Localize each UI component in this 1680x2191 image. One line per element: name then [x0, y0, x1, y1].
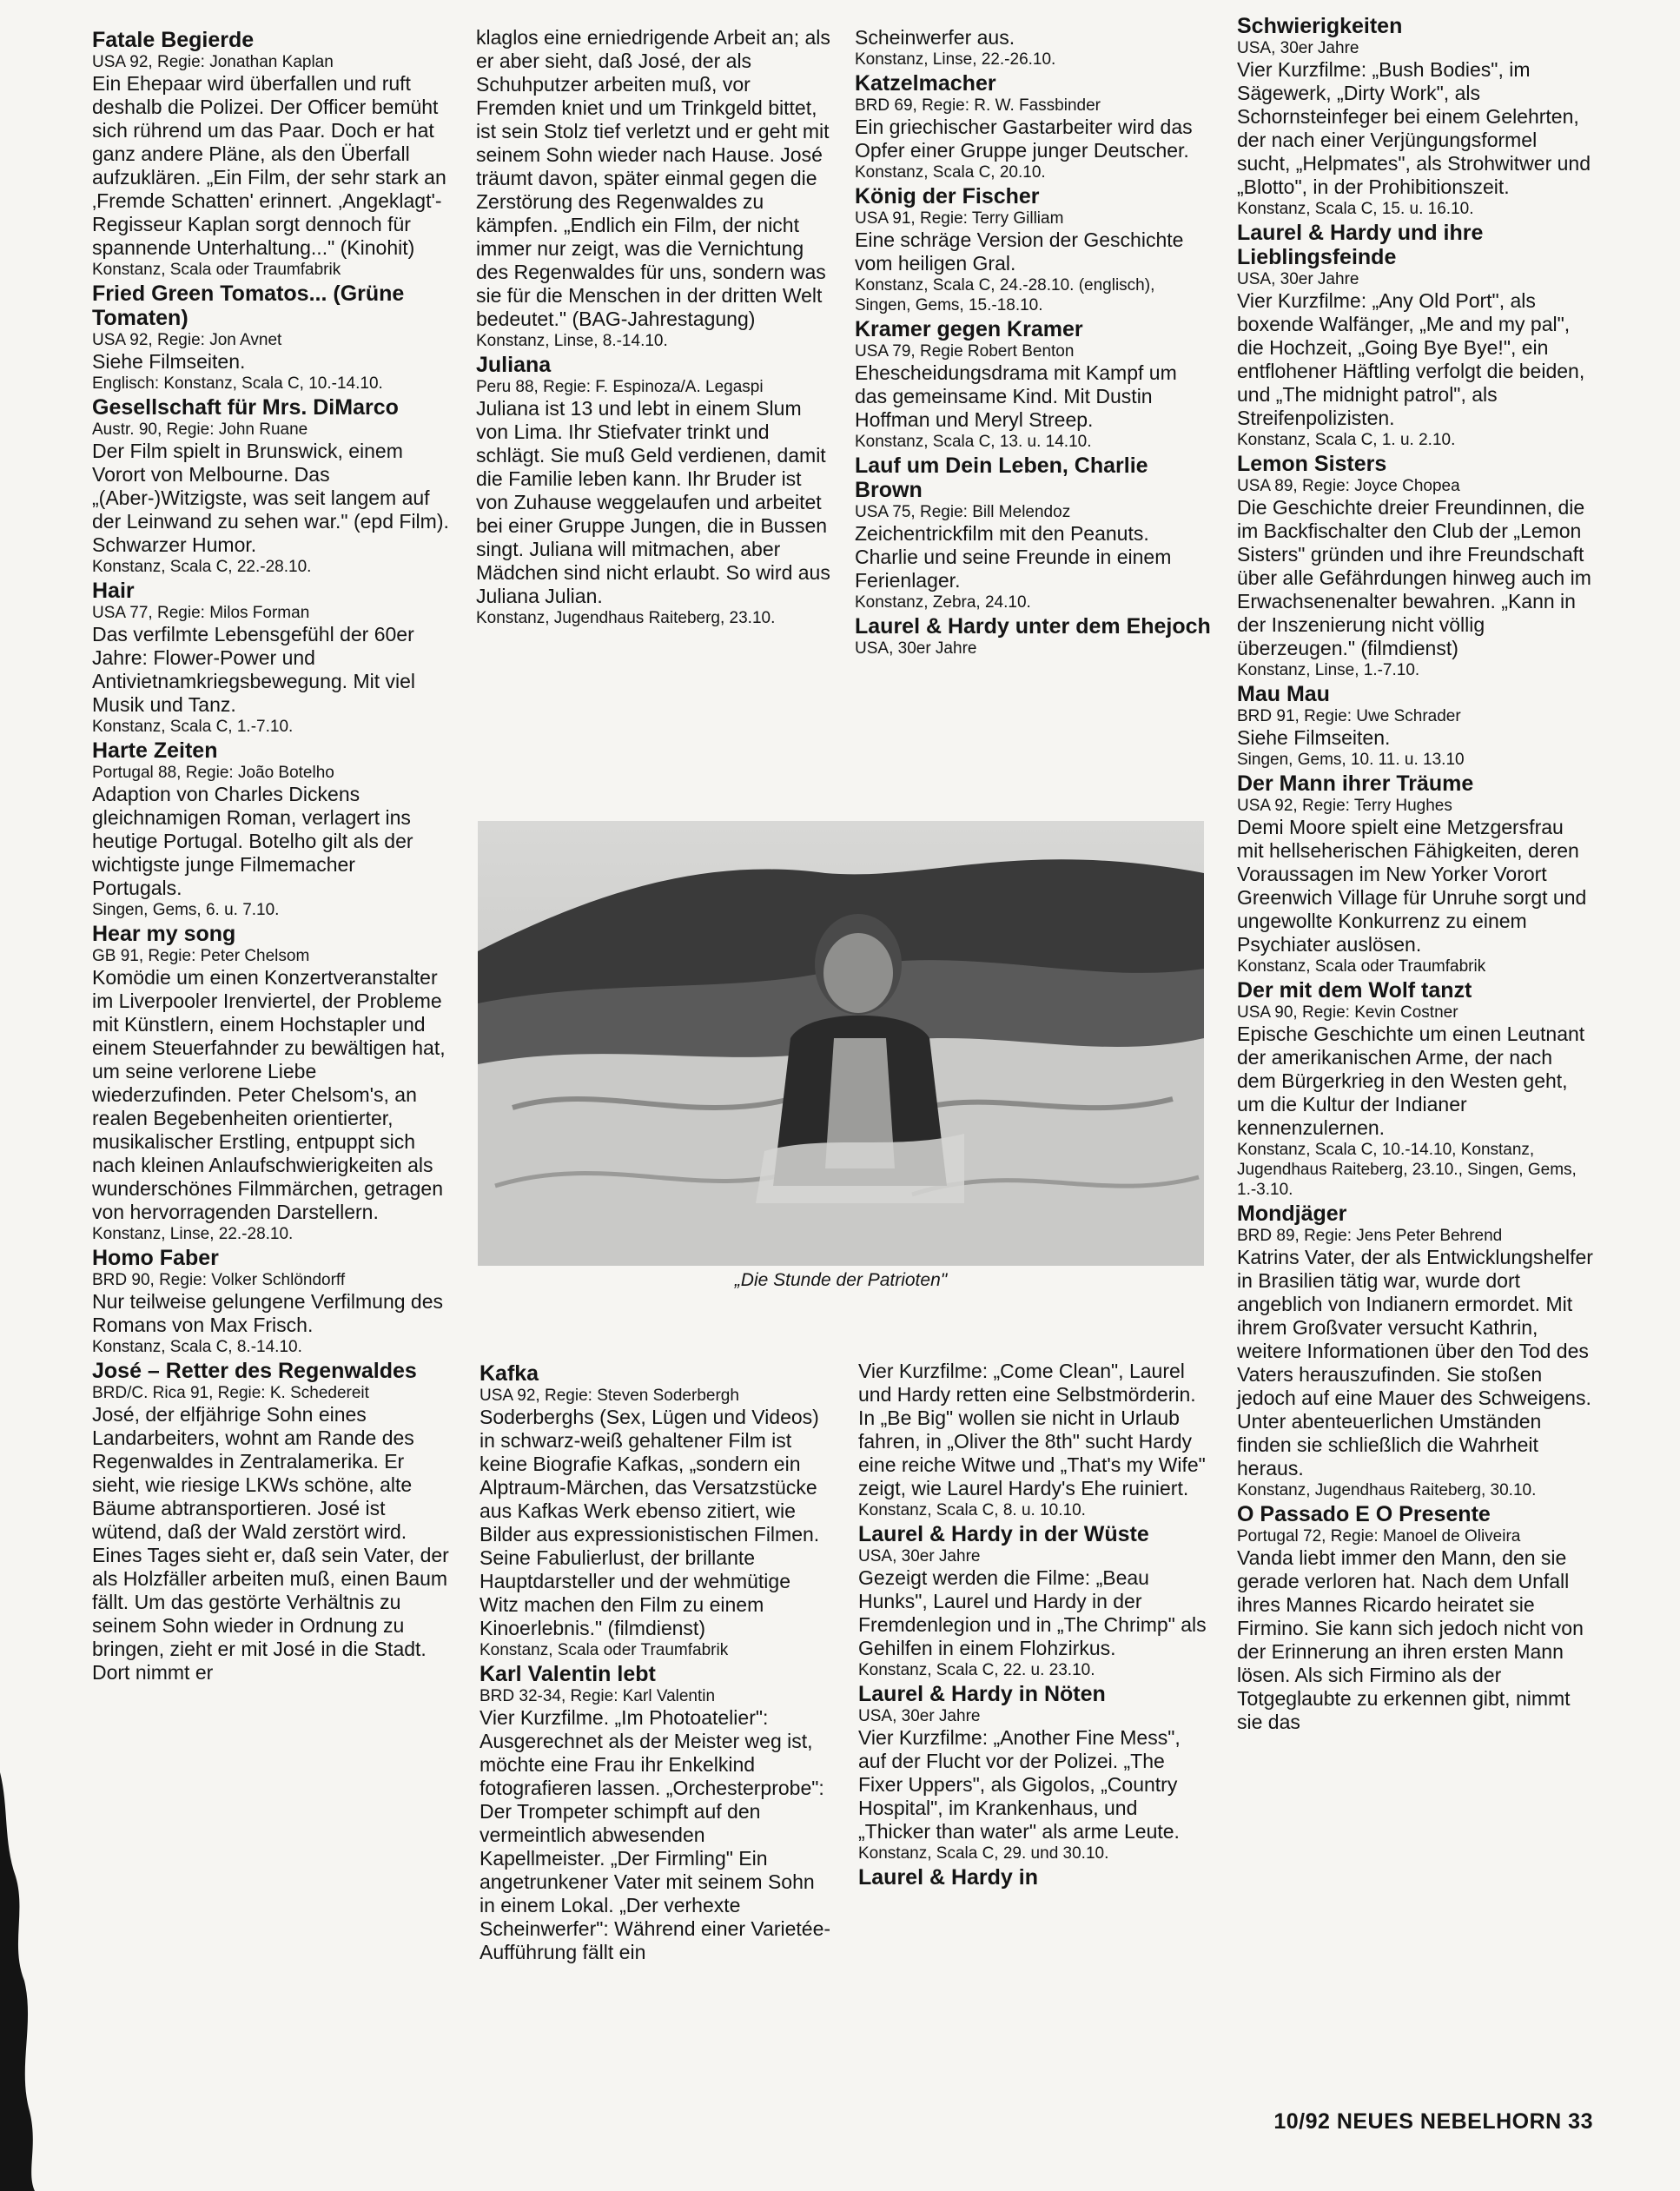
- film-title: Juliana: [476, 353, 552, 377]
- film-meta: USA 92, Regie: Steven Soderbergh: [480, 1387, 739, 1405]
- film-meta: BRD 91, Regie: Uwe Schrader: [1237, 707, 1461, 725]
- film-entry: [92, 922, 450, 1244]
- film-description: Vier Kurzfilme. „Im Photoatelier": Ausgerechnet als der Meister weg ist, möchte eine Frau ihr Enkelkind fotografieren lassen. „Orchesterprobe": Der Trompeter schimpft auf den vermeintlich abwesenden Kapellmeister. „Der Firmling" Ein angetrunkener Vater mit seinem Sohn in einem Lokal. „Der verhexte Scheinwerfer": Während einer Varietée-Aufführung fällt ein: [480, 1706, 831, 1963]
- film-description: Vier Kurzfilme: „Another Fine Mess", auf der Flucht vor der Polizei. „The Fixer Uppers", als Gigolos, „Country Hospital", im Krankenhaus, und „Thicker than water" als arme Leute.: [858, 1726, 1181, 1843]
- film-entry: [92, 1359, 450, 1685]
- film-meta: USA, 30er Jahre: [1237, 270, 1359, 288]
- film-title: José – Retter des Regenwaldes: [92, 1359, 417, 1383]
- film-meta: USA 91, Regie: Terry Gilliam: [855, 209, 1064, 228]
- film-meta: Portugal 88, Regie: João Botelho: [92, 764, 334, 782]
- column-4: [1237, 12, 1593, 1734]
- film-entry: [855, 317, 1211, 452]
- film-meta: USA, 30er Jahre: [858, 1547, 981, 1565]
- film-meta: BRD 90, Regie: Volker Schlöndorff: [92, 1271, 346, 1289]
- film-title: Homo Faber: [92, 1246, 219, 1270]
- film-entry: [1237, 682, 1593, 770]
- film-description: Der Film spielt in Brunswick, einem Vorort von Melbourne. Das „(Aber-)Witzigste, was seit langem auf der Leinwand zu sehen war." (epd Film). Schwarzer Humor.: [92, 440, 449, 556]
- film-title: Hear my song: [92, 922, 236, 946]
- film-description: Zeichentrickfilm mit den Peanuts. Charlie und seine Freunde in einem Ferienlager.: [855, 522, 1172, 592]
- film-title: Der mit dem Wolf tanzt: [1237, 978, 1472, 1003]
- film-title: Harte Zeiten: [92, 738, 218, 763]
- film-venue: Singen, Gems, 10. 11. u. 13.10: [1237, 751, 1465, 769]
- film-title: Fried Green Tomatos... (Grüne Tomaten): [92, 281, 405, 330]
- film-entry: [92, 395, 450, 577]
- film-title: Schwierigkeiten: [1237, 14, 1403, 38]
- film-venue: Konstanz, Scala oder Traumfabrik: [480, 1641, 729, 1659]
- film-entry: [1237, 978, 1593, 1200]
- film-description: Das verfilmte Lebensgefühl der 60er Jahre: Flower-Power und Antivietnamkriegsbewegung. Mit viel Musik und Tanz.: [92, 623, 416, 716]
- film-description: Eine schräge Version der Geschichte vom heiligen Gral.: [855, 228, 1184, 275]
- film-title: Lauf um Dein Leben, Charlie Brown: [855, 453, 1148, 502]
- film-venue: Konstanz, Scala C, 13. u. 14.10.: [855, 433, 1092, 451]
- film-title: König der Fischer: [855, 184, 1040, 209]
- photo-caption: „Die Stunde der Patrioten": [734, 1270, 948, 1290]
- film-venue: Konstanz, Linse, 1.-7.10.: [1237, 661, 1420, 679]
- film-title: Laurel & Hardy unter dem Ehejoch: [855, 614, 1211, 639]
- film-title: Gesellschaft für Mrs. DiMarco: [92, 395, 399, 420]
- film-description: José, der elfjährige Sohn eines Landarbeiters, wohnt am Rande des Regenwaldes in Zentralamerika. Er sieht, wie riesige LKWs schöne, alte Bäume abtransportieren. José ist wütend, daß der Wald zerstört wird. Eines Tages sieht er, daß sein Vater, der als Holzfäller arbeiten muß, einen Baum fällt. Um das gestörte Verhältnis zu seinem Sohn wieder in Ordnung zu bringen, zieht er mit José in die Stadt. Dort nimmt er: [92, 1403, 449, 1684]
- film-description: Katrins Vater, der als Entwicklungshelfer in Brasilien tätig war, wurde dort angeblich von Indianern ermordet. Mit ihrem Großvater versucht Kathrin, weitere Informationen über den Tod des Vaters herauszufinden. Sie stoßen jedoch auf eine Mauer des Schweigens. Unter abenteuerlichen Umständen finden sie schließlich die Wahrheit heraus.: [1237, 1246, 1593, 1479]
- film-entry: [1237, 452, 1593, 680]
- film-meta: USA 77, Regie: Milos Forman: [92, 604, 310, 622]
- film-description: Ein griechischer Gastarbeiter wird das Opfer einer Gruppe junger Deutscher.: [855, 116, 1193, 162]
- film-venue: Konstanz, Linse, 22.-28.10.: [92, 1225, 294, 1243]
- film-venue: Konstanz, Scala oder Traumfabrik: [1237, 957, 1486, 976]
- film-venue: Konstanz, Linse, 22.-26.10.: [855, 50, 1056, 69]
- film-description: Vanda liebt immer den Mann, den sie gerade verloren hat. Nach dem Unfall ihres Mannes Ricardo heiratet sie Firmino. Sie kann sich jedoch nicht von der Erinnerung an ihren ersten Mann lösen. Als sich Firmino als der Totgeglaubte zu erkennen gibt, nimmt sie das: [1237, 1546, 1584, 1733]
- torn-page-edge: [0, 1772, 52, 2191]
- film-meta: BRD/C. Rica 91, Regie: K. Schedereit: [92, 1384, 369, 1402]
- film-entry: [480, 1662, 832, 1964]
- film-description: Vier Kurzfilme: „Bush Bodies", im Sägewerk, „Dirty Work", als Schornsteinfeger bei einem Gelehrten, der nach einer Verjüngungsformel sucht, „Helpmates", als Strohwitwer und „Blotto", in der Prohibitionszeit.: [1237, 58, 1591, 198]
- film-title: Lemon Sisters: [1237, 452, 1387, 476]
- film-venue: Konstanz, Scala C, 1.-7.10.: [92, 718, 294, 736]
- page-footer: 10/92 NEUES NEBELHORN 33: [1273, 2109, 1593, 2134]
- film-venue: Konstanz, Scala C, 10.-14.10, Konstanz, Jugendhaus Raiteberg, 23.10., Singen, Gems, 1.-3.10.: [1237, 1141, 1577, 1199]
- film-entry: [92, 28, 450, 280]
- film-description: Vier Kurzfilme: „Any Old Port", als boxende Walfänger, „Me and my pal", die Hochzeit, „Going Bye Bye!", ein entflohener Häftling verfolgt die beiden, und „The midnight patrol", als Streifenpolizisten.: [1237, 289, 1585, 429]
- film-description: Adaption von Charles Dickens gleichnamigen Roman, verlagert ins heutige Portugal. Botelho gilt als der wichtigste junge Filmemacher Portugals.: [92, 783, 413, 899]
- film-description: klaglos eine erniedrigende Arbeit an; als er aber sieht, daß José, der als Schuhputzer arbeiten muß, vor Fremden kniet und um Trinkgeld bittet, ist sein Stolz tief verletzt und er geht mit seinem Sohn wieder nach Hause. José träumt davon, später einmal gegen die Zerstörung des Regenwaldes zu kämpfen. „Endlich ein Film, der nicht immer nur zeigt, was die Vernichtung des Regenwaldes für uns, sondern was sie für die Menschen in der dritten Welt bedeutet." (BAG-Jahrestagung): [476, 26, 830, 330]
- film-meta: USA 89, Regie: Joyce Chopea: [1237, 477, 1460, 495]
- film-venue: Konstanz, Scala C, 8.-14.10.: [92, 1338, 302, 1356]
- film-venue: Konstanz, Jugendhaus Raiteberg, 23.10.: [476, 609, 776, 627]
- film-meta: BRD 89, Regie: Jens Peter Behrend: [1237, 1227, 1503, 1245]
- film-description: Vier Kurzfilme: „Come Clean", Laurel und Hardy retten eine Selbstmörderin. In „Be Big" wollen sie nicht in Urlaub fahren, in „Oliver the 8th" sucht Hardy eine reiche Witwe und „That's my Wife" zeigt, wie Laurel Hardy's Ehe ruiniert.: [858, 1360, 1206, 1499]
- film-meta: BRD 69, Regie: R. W. Fassbinder: [855, 96, 1101, 115]
- film-entry: [92, 579, 450, 737]
- film-title: Kramer gegen Kramer: [855, 317, 1083, 341]
- film-entry: [480, 1361, 832, 1660]
- column-3: [855, 26, 1211, 659]
- film-title: Laurel & Hardy und ihre Lieblingsfeinde: [1237, 221, 1484, 269]
- film-description: Siehe Filmseiten.: [92, 350, 246, 373]
- film-meta: Austr. 90, Regie: John Ruane: [92, 420, 308, 439]
- film-venue: Englisch: Konstanz, Scala C, 10.-14.10.: [92, 374, 383, 393]
- film-title: Laurel & Hardy in: [858, 1865, 1038, 1890]
- film-entry: [855, 184, 1211, 315]
- film-description: Ein Ehepaar wird überfallen und ruft deshalb die Polizei. Der Officer bemüht sich rührend um das Paar. Doch er hat ganz andere Pläne, als den Überfall aufzuklären. „Ein Film, der sehr stark an ‚Fremde Schatten' erinnert. ‚Angeklagt'-Regisseur Kaplan sorgt dennoch für spannende Unterhaltung..." (Kinohit): [92, 72, 446, 259]
- film-description: Demi Moore spielt eine Metzgersfrau mit hellseherischen Fähigkeiten, deren Voraussagen im New Yorker Vorort Greenwich Village für Unruhe sorgt und ungewollte Konkurrenz zu einem Psychiater auslösen.: [1237, 816, 1587, 956]
- film-description: Gezeigt werden die Filme: „Beau Hunks", Laurel und Hardy in der Fremdenlegion und in „The Chrimp" als Gehilfen in einem Flohzirkus.: [858, 1566, 1207, 1659]
- film-meta: Peru 88, Regie: F. Espinoza/A. Legaspi: [476, 378, 764, 396]
- film-title: Laurel & Hardy in der Wüste: [858, 1522, 1149, 1546]
- film-venue: Konstanz, Scala C, 22. u. 23.10.: [858, 1661, 1095, 1679]
- film-description: Scheinwerfer aus.: [855, 26, 1015, 49]
- film-meta: USA 79, Regie Robert Benton: [855, 342, 1075, 361]
- film-description: Ehescheidungsdrama mit Kampf um das gemeinsame Kind. Mit Dustin Hoffman und Meryl Streep.: [855, 361, 1177, 431]
- film-title: Laurel & Hardy in Nöten: [858, 1682, 1106, 1706]
- film-venue: Konstanz, Scala C, 29. und 30.10.: [858, 1844, 1109, 1863]
- film-title: O Passado E O Presente: [1237, 1502, 1491, 1526]
- film-entry: [1237, 1502, 1593, 1734]
- column-1: [92, 26, 450, 1685]
- film-title: Kafka: [480, 1361, 539, 1386]
- film-title: Katzelmacher: [855, 71, 996, 96]
- film-title: Hair: [92, 579, 135, 603]
- film-entry: [855, 71, 1211, 182]
- film-title: Mondjäger: [1237, 1201, 1347, 1226]
- film-entry: [1237, 14, 1593, 219]
- film-title: Der Mann ihrer Träume: [1237, 771, 1474, 796]
- film-entry: [92, 738, 450, 920]
- film-description: Komödie um einen Konzertveranstalter im Liverpooler Irenviertel, der Probleme mit Künstlern, einem Hochstapler und einem Steuerfahnder zu bewältigen hat, um seine verlorene Liebe wiederzufinden. Peter Chelsom's, an realen Begebenheiten orientierter, musikalischer Erstling, entpuppt sich nach kleinen Anlaufschwierigkeiten als wunderschönes Filmmärchen, getragen von hervorragenden Darstellern.: [92, 966, 446, 1223]
- film-description: Juliana ist 13 und lebt in einem Slum von Lima. Ihr Stiefvater trinkt und schlägt. Sie muß Geld verdienen, damit die Familie leben kann. Ihr Bruder ist von Zuhause weggelaufen und arbeitet bei einer Gruppe Jungen, die in Bussen singt. Juliana will mitmachen, aber Mädchen sind nicht erlaubt. So wird aus Juliana Julian.: [476, 397, 830, 607]
- film-venue: Konstanz, Scala C, 15. u. 16.10.: [1237, 200, 1474, 218]
- film-description: Epische Geschichte um einen Leutnant der amerikanischen Arme, der nach dem Bürgerkrieg in den Westen geht, um die Kultur der Indianer kennenzulernen.: [1237, 1023, 1585, 1139]
- film-description: Die Geschichte dreier Freundinnen, die im Backfischalter den Club der „Lemon Sisters" gründen und ihre Freundschaft über alle Gefährdungen hinweg auch im Erwachsenenalter bewahren. „Kann in der Inszenierung nicht völlig überzeugen." (filmdienst): [1237, 496, 1591, 659]
- film-meta: GB 91, Regie: Peter Chelsom: [92, 947, 310, 965]
- film-title: Fatale Begierde: [92, 28, 255, 52]
- film-entry: [476, 26, 832, 351]
- film-meta: USA 92, Regie: Jonathan Kaplan: [92, 53, 334, 71]
- film-venue: Konstanz, Zebra, 24.10.: [855, 593, 1031, 612]
- film-venue: Konstanz, Scala C, 20.10.: [855, 163, 1046, 182]
- film-entry: [858, 1865, 1209, 1890]
- film-venue: Singen, Gems, 6. u. 7.10.: [92, 901, 280, 919]
- film-description: Nur teilweise gelungene Verfilmung des Romans von Max Frisch.: [92, 1290, 444, 1336]
- film-entry: [858, 1522, 1209, 1680]
- film-meta: USA 92, Regie: Terry Hughes: [1237, 797, 1452, 815]
- film-entry: [92, 281, 450, 394]
- film-entry: [1237, 771, 1593, 976]
- film-description: Siehe Filmseiten.: [1237, 726, 1391, 749]
- film-title: Karl Valentin lebt: [480, 1662, 656, 1686]
- film-meta: Portugal 72, Regie: Manoel de Oliveira: [1237, 1527, 1521, 1546]
- film-meta: USA, 30er Jahre: [1237, 39, 1359, 57]
- film-entry: [858, 1360, 1209, 1520]
- film-venue: Konstanz, Jugendhaus Raiteberg, 30.10.: [1237, 1481, 1537, 1499]
- film-meta: USA, 30er Jahre: [858, 1707, 981, 1725]
- film-meta: BRD 32-34, Regie: Karl Valentin: [480, 1687, 716, 1705]
- film-entry: [855, 453, 1211, 612]
- film-venue: Konstanz, Scala C, 1. u. 2.10.: [1237, 431, 1456, 449]
- film-entry: [1237, 221, 1593, 450]
- column-2: [476, 26, 832, 628]
- film-meta: USA 75, Regie: Bill Melendoz: [855, 503, 1071, 521]
- film-entry: [855, 26, 1211, 70]
- column-2-lower: [480, 1360, 832, 1964]
- film-description: Soderberghs (Sex, Lügen und Videos) in schwarz-weiß gehaltener Film ist keine Biografie Kafkas, „sondern ein Alptraum-Märchen, das Versatzstücke aus Kafkas Werk ebenso zitiert, wie Bilder aus expressionistischen Filmen. Seine Fabulierlust, der brillante Hauptdarsteller und der wehmütige Witz machen den Film zu einem Kinoerlebnis." (filmdienst): [480, 1406, 820, 1639]
- film-still-photo: [478, 821, 1204, 1266]
- film-meta: USA 90, Regie: Kevin Costner: [1237, 1003, 1458, 1022]
- film-entry: [1237, 1201, 1593, 1500]
- film-venue: Konstanz, Linse, 8.-14.10.: [476, 332, 668, 350]
- film-meta: USA 92, Regie: Jon Avnet: [92, 331, 282, 349]
- film-meta: USA, 30er Jahre: [855, 639, 977, 658]
- film-entry: [855, 614, 1211, 659]
- film-venue: Konstanz, Scala C, 22.-28.10.: [92, 558, 312, 576]
- column-3-lower: [858, 1360, 1209, 1890]
- film-entry: [858, 1682, 1209, 1863]
- film-entry: [92, 1246, 450, 1357]
- film-title: Mau Mau: [1237, 682, 1330, 706]
- film-entry: [476, 353, 832, 628]
- film-venue: Konstanz, Scala C, 24.-28.10. (englisch), Singen, Gems, 15.-18.10.: [855, 276, 1155, 314]
- film-venue: Konstanz, Scala C, 8. u. 10.10.: [858, 1501, 1086, 1519]
- film-venue: Konstanz, Scala oder Traumfabrik: [92, 261, 341, 279]
